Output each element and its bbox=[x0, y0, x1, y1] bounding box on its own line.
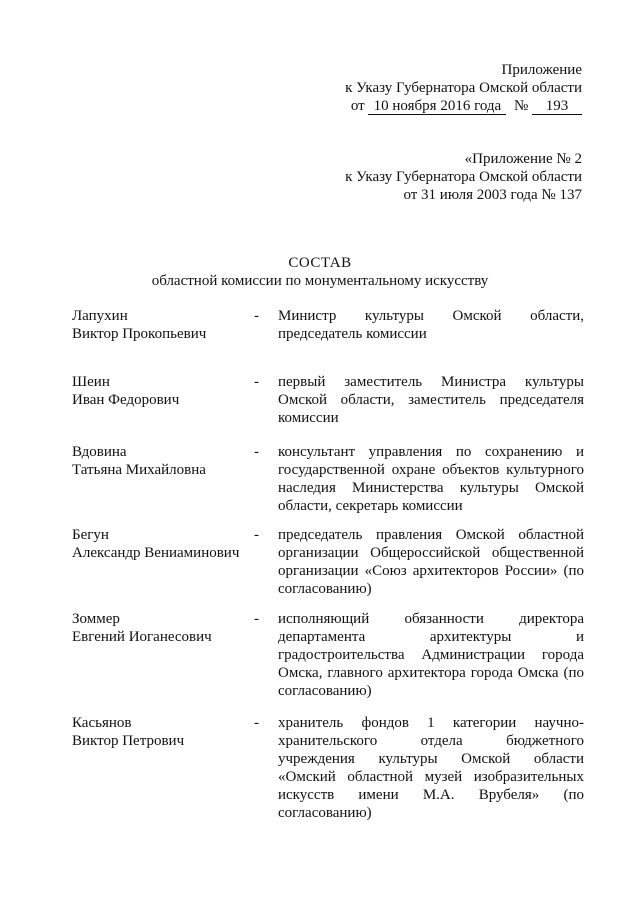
member-surname: Шеин bbox=[72, 374, 110, 390]
original-appendix-date: от 31 июля 2003 года № 137 bbox=[403, 187, 582, 203]
member-dash: - bbox=[254, 527, 259, 543]
decree-date: 10 ноября 2016 года bbox=[368, 98, 506, 115]
member-surname: Лапухин bbox=[72, 308, 128, 324]
member-dash: - bbox=[254, 611, 259, 627]
member-surname: Зоммер bbox=[72, 611, 120, 627]
decree-number: 193 bbox=[532, 98, 582, 115]
appendix-decree-ref: к Указу Губернатора Омской области bbox=[345, 80, 582, 96]
from-label: от bbox=[350, 98, 365, 114]
member-name bbox=[72, 526, 254, 562]
member-name bbox=[72, 610, 254, 646]
member-row bbox=[72, 443, 584, 526]
member-row bbox=[72, 307, 584, 373]
original-appendix-decree-ref: к Указу Губернатора Омской области bbox=[345, 169, 582, 185]
document-title-block bbox=[0, 254, 640, 290]
member-role: Министр культуры Омской области, председатель комиссии bbox=[278, 308, 584, 342]
member-dash: - bbox=[254, 374, 259, 390]
member-name bbox=[72, 443, 254, 479]
member-dash: - bbox=[254, 444, 259, 460]
member-row bbox=[72, 714, 584, 822]
member-row bbox=[72, 373, 584, 443]
appendix-title: Приложение bbox=[501, 62, 582, 78]
member-role: первый заместитель Министра культуры Омской области, заместитель председателя комиссии bbox=[278, 374, 584, 426]
member-name bbox=[72, 373, 254, 409]
member-given-name: Александр Вениаминович bbox=[72, 545, 240, 561]
member-role: хранитель фондов 1 категории научно-хранительского отдела бюджетного учреждения культуры Омской области «Омский областной музей изобразительных искусств имени М.А. Врубеля» (по согласованию) bbox=[278, 715, 584, 821]
member-dash: - bbox=[254, 715, 259, 731]
original-appendix-header bbox=[345, 150, 582, 204]
number-label: № bbox=[513, 98, 529, 114]
member-dash: - bbox=[254, 308, 259, 324]
appendix-header bbox=[345, 61, 582, 115]
member-row bbox=[72, 526, 584, 610]
member-name bbox=[72, 307, 254, 343]
member-given-name: Евгений Иоганесович bbox=[72, 629, 212, 645]
original-appendix-title: «Приложение № 2 bbox=[464, 151, 582, 167]
member-surname: Касьянов bbox=[72, 715, 132, 731]
member-given-name: Татьяна Михайловна bbox=[72, 462, 206, 478]
member-row bbox=[72, 610, 584, 714]
document-subtitle: областной комиссии по монументальному искусству bbox=[151, 273, 489, 289]
member-surname: Бегун bbox=[72, 527, 109, 543]
member-given-name: Виктор Прокопьевич bbox=[72, 326, 207, 342]
member-role: исполняющий обязанности директора департамента архитектуры и градостроительства Администрации города Омска, главного архитектора города Омска (по согласованию) bbox=[278, 611, 584, 699]
member-role: председатель правления Омской областной организации Общероссийской общественной организации «Союз архитекторов России» (по согласованию) bbox=[278, 527, 584, 597]
document-title: СОСТАВ bbox=[288, 255, 352, 271]
member-given-name: Иван Федорович bbox=[72, 392, 180, 408]
member-surname: Вдовина bbox=[72, 444, 127, 460]
member-role: консультант управления по сохранению и государственной охране объектов культурного наследия Министерства культуры Омской области, секретарь комиссии bbox=[278, 444, 584, 514]
member-name bbox=[72, 714, 254, 750]
appendix-date-line bbox=[345, 97, 582, 115]
member-given-name: Виктор Петрович bbox=[72, 733, 185, 749]
commission-members-list bbox=[72, 307, 584, 822]
